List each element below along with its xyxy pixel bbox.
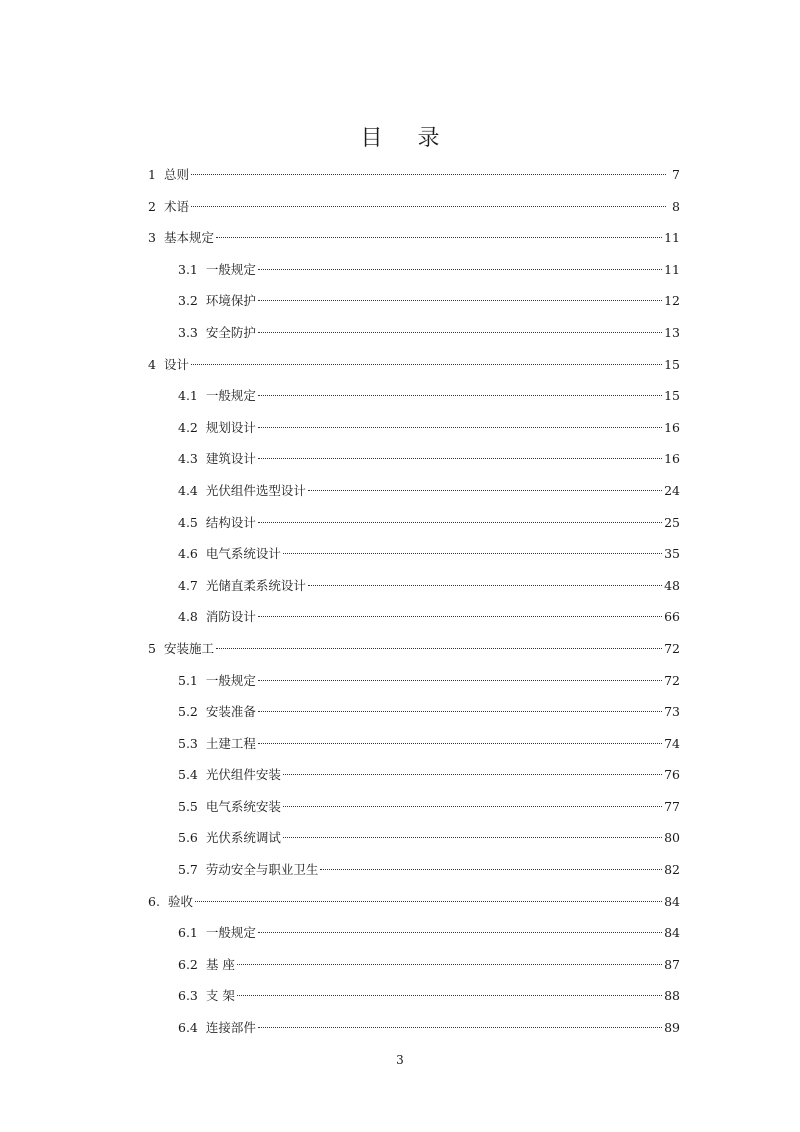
toc-entry-title: 结构设计 xyxy=(205,514,256,530)
toc-dot-leader xyxy=(195,901,662,902)
toc-entry-number: 3.3 xyxy=(178,324,198,340)
toc-entry-page: 7 xyxy=(672,167,680,182)
toc-entry-page: 87 xyxy=(664,956,680,972)
toc-entry-page: 77 xyxy=(664,798,680,814)
toc-entry-title: 一般规定 xyxy=(205,925,256,941)
toc-dot-leader xyxy=(216,648,662,649)
toc-entry-number: 3.1 xyxy=(178,261,198,277)
toc-dot-leader xyxy=(308,490,662,491)
toc-entry-number: 5.2 xyxy=(178,704,198,720)
toc-entry-title: 电气系统安装 xyxy=(205,798,281,814)
toc-entry-title: 劳动安全与职业卫生 xyxy=(205,862,319,878)
toc-entry-number: 5.3 xyxy=(178,735,198,751)
table-of-contents xyxy=(148,165,680,1050)
toc-entry-title: 一般规定 xyxy=(205,672,256,688)
toc-entry-title: 光伏系统调试 xyxy=(205,830,281,846)
toc-entry-number: 4.2 xyxy=(178,419,198,435)
toc-entry-number: 5.4 xyxy=(178,767,198,783)
toc-dot-leader xyxy=(258,269,662,270)
toc-entry-title: 连接部件 xyxy=(205,1020,256,1036)
toc-dot-leader xyxy=(258,616,662,617)
toc-entry-number: 3.2 xyxy=(178,293,198,309)
toc-entry-title: 安装准备 xyxy=(205,704,256,720)
toc-entry-page: 16 xyxy=(664,451,680,467)
toc-entry[interactable] xyxy=(148,1018,680,1050)
toc-entry-page: 88 xyxy=(664,988,680,1004)
toc-dot-leader xyxy=(258,300,662,301)
toc-entry[interactable] xyxy=(148,386,680,418)
toc-entry[interactable] xyxy=(148,797,680,829)
toc-dot-leader xyxy=(258,458,662,459)
toc-entry[interactable] xyxy=(148,481,680,513)
toc-entry-page: 72 xyxy=(664,640,680,656)
toc-entry-number: 4.3 xyxy=(178,451,198,467)
toc-entry-number: 4.6 xyxy=(178,546,198,562)
toc-entry-number: 5.7 xyxy=(178,862,198,878)
toc-entry-number: 6. xyxy=(148,893,160,909)
toc-entry[interactable] xyxy=(148,671,680,703)
toc-entry-title: 安全防护 xyxy=(205,324,256,340)
toc-entry-title: 设计 xyxy=(163,356,189,372)
toc-entry[interactable] xyxy=(148,260,680,292)
toc-entry-number: 4.1 xyxy=(178,388,198,404)
toc-dot-leader xyxy=(237,964,662,965)
toc-entry[interactable] xyxy=(148,734,680,766)
toc-entry-title: 安装施工 xyxy=(163,640,214,656)
toc-entry-number: 4.4 xyxy=(178,482,198,498)
toc-entry-number: 4.7 xyxy=(178,577,198,593)
toc-entry-page: 84 xyxy=(664,925,680,941)
toc-entry[interactable] xyxy=(148,418,680,450)
toc-entry[interactable] xyxy=(148,165,680,197)
toc-dot-leader xyxy=(283,774,662,775)
toc-entry-number: 2 xyxy=(148,198,156,214)
toc-dot-leader xyxy=(258,743,662,744)
toc-entry-number: 6.3 xyxy=(178,988,198,1004)
toc-dot-leader xyxy=(258,522,662,523)
toc-entry-number: 5.1 xyxy=(178,672,198,688)
toc-dot-leader xyxy=(258,711,662,712)
toc-entry-title: 一般规定 xyxy=(205,261,256,277)
toc-entry-page: 25 xyxy=(664,514,680,530)
toc-dot-leader xyxy=(191,206,666,207)
toc-entry-page: 35 xyxy=(664,546,680,562)
toc-dot-leader xyxy=(258,395,662,396)
toc-entry-number: 3 xyxy=(148,230,156,246)
toc-entry[interactable] xyxy=(148,291,680,323)
toc-entry-page: 12 xyxy=(664,293,680,309)
toc-entry-title: 术语 xyxy=(163,198,189,214)
toc-entry-title: 电气系统设计 xyxy=(205,546,281,562)
toc-entry-page: 15 xyxy=(664,388,680,404)
toc-entry[interactable] xyxy=(148,513,680,545)
toc-entry-page: 13 xyxy=(664,324,680,340)
toc-entry-title: 支 架 xyxy=(205,988,235,1004)
toc-entry-page: 11 xyxy=(664,261,680,277)
toc-entry-page: 15 xyxy=(664,356,680,372)
toc-entry-title: 消防设计 xyxy=(205,609,256,625)
toc-entry[interactable] xyxy=(148,702,680,734)
toc-entry-page: 72 xyxy=(664,672,680,688)
toc-entry-page: 8 xyxy=(672,198,680,214)
toc-entry-page: 24 xyxy=(664,482,680,498)
toc-entry[interactable] xyxy=(148,449,680,481)
toc-entry[interactable] xyxy=(148,576,680,608)
toc-dot-leader xyxy=(258,680,662,681)
toc-entry[interactable] xyxy=(148,955,680,987)
toc-entry-page: 82 xyxy=(664,862,680,878)
toc-entry-title: 基本规定 xyxy=(163,230,214,246)
toc-entry-title: 光伏组件选型设计 xyxy=(205,482,306,498)
toc-entry-title: 基 座 xyxy=(205,956,235,972)
toc-entry-title: 光储直柔系统设计 xyxy=(205,577,306,593)
toc-entry[interactable] xyxy=(148,323,680,355)
toc-entry-page: 11 xyxy=(664,230,680,246)
toc-dot-leader xyxy=(283,553,662,554)
toc-entry[interactable] xyxy=(148,986,680,1018)
toc-entry[interactable] xyxy=(148,639,680,671)
toc-entry[interactable] xyxy=(148,355,680,387)
toc-entry-page: 84 xyxy=(664,893,680,909)
toc-dot-leader xyxy=(308,585,662,586)
toc-entry-number: 1 xyxy=(148,167,156,182)
toc-dot-leader xyxy=(191,364,662,365)
toc-entry-number: 5 xyxy=(148,640,156,656)
toc-dot-leader xyxy=(258,932,662,933)
toc-entry-page: 89 xyxy=(664,1020,680,1036)
toc-dot-leader xyxy=(216,237,662,238)
toc-entry-number: 4.8 xyxy=(178,609,198,625)
toc-dot-leader xyxy=(258,1027,662,1028)
toc-dot-leader xyxy=(283,806,662,807)
toc-entry[interactable] xyxy=(148,892,680,924)
toc-entry-title: 土建工程 xyxy=(205,735,256,751)
toc-dot-leader xyxy=(320,869,662,870)
toc-entry-page: 80 xyxy=(664,830,680,846)
toc-entry[interactable] xyxy=(148,197,680,229)
toc-entry[interactable] xyxy=(148,923,680,955)
toc-entry-page: 48 xyxy=(664,577,680,593)
toc-dot-leader xyxy=(237,995,662,996)
toc-entry-number: 6.4 xyxy=(178,1020,198,1036)
toc-entry-page: 73 xyxy=(664,704,680,720)
toc-entry[interactable] xyxy=(148,828,680,860)
toc-entry-title: 一般规定 xyxy=(205,388,256,404)
toc-entry-number: 5.5 xyxy=(178,798,198,814)
toc-entry-title: 规划设计 xyxy=(205,419,256,435)
toc-dot-leader xyxy=(258,427,662,428)
toc-entry-number: 6.2 xyxy=(178,956,198,972)
toc-entry-number: 6.1 xyxy=(178,925,198,941)
toc-entry-title: 环境保护 xyxy=(205,293,256,309)
toc-entry[interactable] xyxy=(148,860,680,892)
toc-entry-page: 66 xyxy=(664,609,680,625)
toc-entry-title: 总则 xyxy=(163,167,189,182)
toc-dot-leader xyxy=(258,332,662,333)
toc-entry[interactable] xyxy=(148,544,680,576)
page-number: 3 xyxy=(396,1053,404,1067)
toc-entry-page: 76 xyxy=(664,767,680,783)
toc-entry-number: 4 xyxy=(148,356,156,372)
toc-entry[interactable] xyxy=(148,228,680,260)
toc-entry[interactable] xyxy=(148,765,680,797)
page-title: 目 录 xyxy=(360,126,454,151)
toc-dot-leader xyxy=(283,837,662,838)
toc-entry-number: 4.5 xyxy=(178,514,198,530)
toc-dot-leader xyxy=(191,174,666,175)
toc-entry-title: 验收 xyxy=(167,893,193,909)
toc-entry-number: 5.6 xyxy=(178,830,198,846)
toc-entry[interactable] xyxy=(148,607,680,639)
toc-entry-title: 光伏组件安装 xyxy=(205,767,281,783)
toc-entry-title: 建筑设计 xyxy=(205,451,256,467)
toc-entry-page: 16 xyxy=(664,419,680,435)
toc-entry-page: 74 xyxy=(664,735,680,751)
